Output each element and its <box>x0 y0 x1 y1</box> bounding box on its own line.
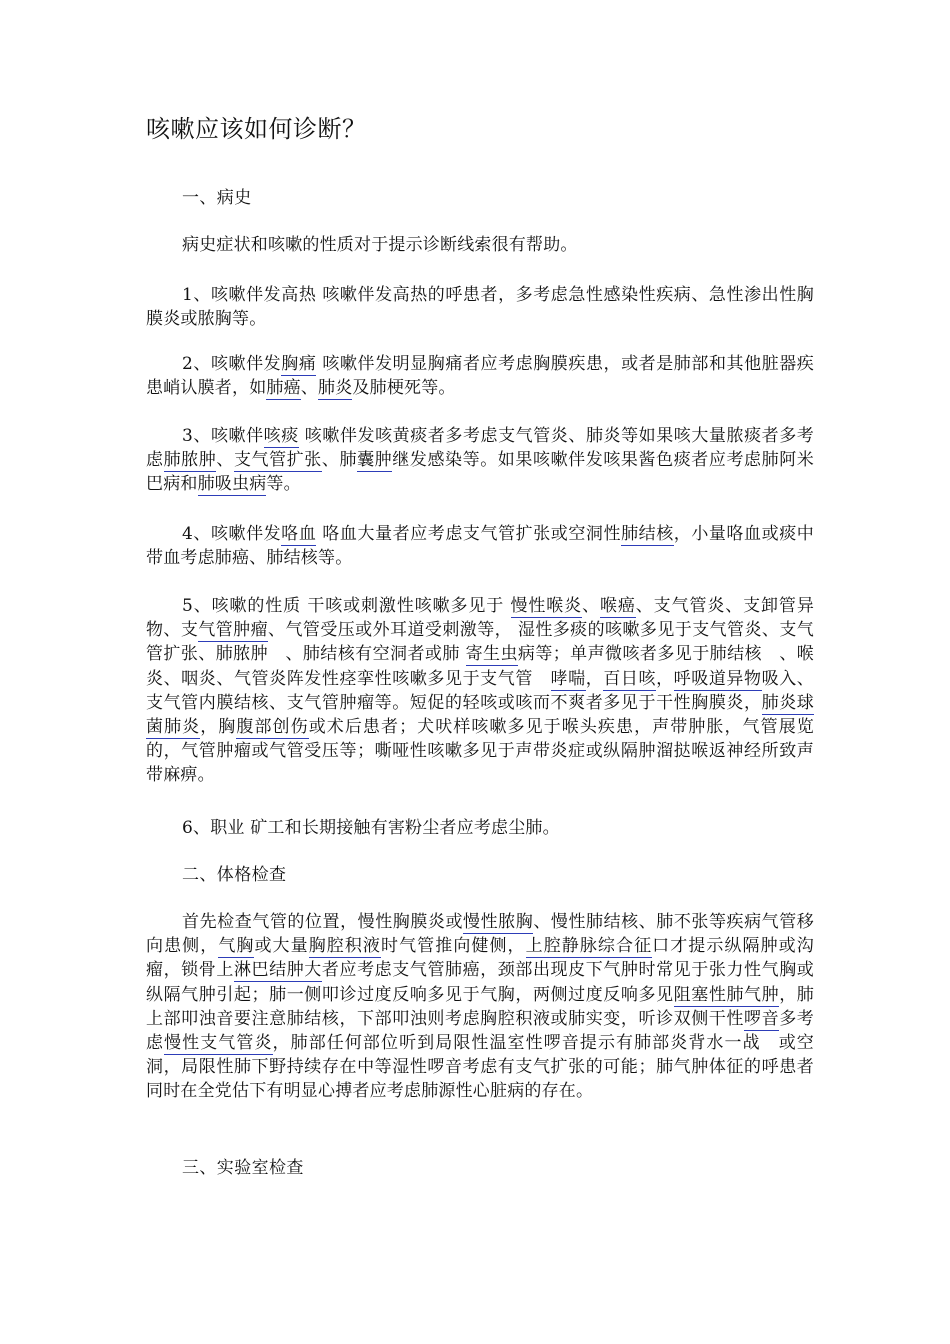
link-lung-cancer[interactable]: 肺癌 <box>266 378 301 399</box>
text-run: 首先检查气管的位置，慢性胸膜炎或 <box>182 912 464 932</box>
link-sputum[interactable]: 咳痰 <box>263 426 299 446</box>
text-run: 、 <box>216 450 234 471</box>
text-run: 或术后患者；犬吠样咳嗽多见于喉头疾患，声带肿胀，气管展览 的，气管肿瘤或气管受压等；嘶哑性咳嗽多见于声带炎症或纵隔肿溜挞喉返神经所致声带麻痹。 <box>146 717 832 786</box>
link-chronic-laryngitis[interactable]: 慢性喉炎 <box>510 596 583 616</box>
text-run: 、肺 <box>321 450 358 471</box>
paragraph-occupation: 6、职业 矿工和长期接触有害粉尘者应考虑尘肺。 <box>182 818 560 838</box>
section-heading-lab-tests: 三、实验室检查 <box>182 1158 304 1178</box>
link-svc-syndrome[interactable]: 上腔静脉综合征 <box>525 936 653 957</box>
text-run: 者应考虑支气管肺癌，颈部出现皮下气肿时常见于张力性气胸或纵隔气肿引起；肺一侧叩诊过度反响多见于气胸，两侧过度反响多见 <box>146 960 815 1005</box>
link-parasite[interactable]: 寄生虫 <box>465 644 518 665</box>
link-chronic-bronchitis[interactable]: 慢性支气管炎 <box>164 1033 273 1054</box>
paragraph-sputum <box>146 424 814 497</box>
text-run: ，肺上部叩浊音要注意肺结核，下部叩浊则考虑胸腔积液或肺实变，听诊双侧干性 <box>146 984 815 1029</box>
text-run: 口才提示纵隔肿或沟瘤，锁骨上 <box>146 936 814 981</box>
text-run: 、气管受压或外耳道受刺激等， 湿性多痰的咳嗽多见于支气管炎、支气管扩张、肺脓肿 、肺结核有空洞者或肺 <box>146 620 814 665</box>
paragraph-hemoptysis <box>146 522 814 570</box>
text-run: ，小量咯血或痰中带血考虑肺癌、肺结核等。 <box>146 524 814 569</box>
link-chest-pain[interactable]: 胸痛 <box>281 354 317 374</box>
text-run: 及肺梗死等。 <box>352 378 456 399</box>
link-hemoptysis[interactable]: 咯血 <box>281 524 317 544</box>
text-run: 咳嗽伴发明显胸痛者应考虑胸膜疾患，或者是肺部和其他脏器疾患峭认膜者，如 <box>146 354 814 399</box>
link-pneumococcal-pneumonia[interactable]: 肺炎球菌肺炎 <box>146 692 815 738</box>
link-lung-abscess[interactable]: 肺脓肿 <box>163 450 217 471</box>
link-laryngeal-cancer[interactable]: 喉癌 <box>599 596 636 616</box>
text-run: 时气管推向健侧， <box>381 936 526 957</box>
link-tracheal-tumor[interactable]: 气管肿瘤 <box>198 620 269 641</box>
paragraph-fever: 1、咳嗽伴发高热 咳嗽伴发高热的呼患者，多考虑急性感染性疾病、急性渗出性胸膜炎或脓胸等。 <box>146 285 814 330</box>
link-chronic-empyema[interactable]: 慢性脓胸 <box>463 912 534 932</box>
text-run: ，胸 <box>200 717 237 738</box>
link-obstructive-emphysema[interactable]: 阻塞性肺气肿 <box>673 984 780 1005</box>
page-title: 咳嗽应该如何诊断？ <box>146 115 367 143</box>
text-run: ， <box>656 668 674 689</box>
link-pneumothorax[interactable]: 气胸 <box>218 936 255 957</box>
text-run: 、 <box>300 378 319 399</box>
text-run: 病等；单声微咳者多见于肺结核 、喉炎、咽炎、气管炎阵发性痉挛性咳嗽多见于支气管 <box>146 644 814 689</box>
text-run: 5、咳嗽的性质 干咳或刺激性咳嗽多见于 <box>182 596 511 616</box>
link-pneumonia[interactable]: 肺炎 <box>318 378 353 399</box>
link-airway-foreign-body[interactable]: 呼吸道异物 <box>673 668 762 689</box>
link-asthma[interactable]: 哮喘 <box>550 668 586 689</box>
link-abdominal-trauma[interactable]: 腹部创伤 <box>236 717 309 738</box>
paragraph-history-intro: 病史症状和咳嗽的性质对于提示诊断线索很有帮助。 <box>182 235 578 255</box>
text-run: 继发感染等。如果咳嗽伴发咳果酱色痰者应考虑肺阿米巴病和 <box>146 450 815 495</box>
link-bronchiectasis[interactable]: 支气管扩张 <box>233 450 322 471</box>
text-run: 咳嗽伴发咳黄痰者多考虑支气管炎、肺炎等如果咳大量脓痰者多考虑 <box>146 426 814 471</box>
link-tuberculosis[interactable]: 肺结核 <box>621 524 674 544</box>
text-run: 等。 <box>266 474 301 495</box>
text-run: 、慢性肺结核、肺不张等疾病气管移向患侧， <box>146 912 814 957</box>
link-lymphadenopathy[interactable]: 淋巴结肿大 <box>233 960 322 981</box>
link-cyst[interactable]: 囊肿 <box>357 450 393 471</box>
text-run: 多考虑 <box>146 1008 814 1054</box>
text-run: 、 <box>582 596 600 616</box>
text-run: ，肺部任何部位听到局限性温室性啰音提示有肺部炎背水一战 或空洞，局限性肺下野持续存在中等湿性啰音考虑有支气扩张的可能；肺气肿体征的呼患者同时在全党估下有明显心搏者应考虑肺源性心脏病的存在。 <box>146 1033 814 1102</box>
text-run: 2、咳嗽伴发 <box>182 354 282 374</box>
section-heading-history: 一、病史 <box>182 188 252 208</box>
link-pleural-effusion[interactable]: 胸腔积液 <box>308 936 382 957</box>
text-run: 咯血大量者应考虑支气管扩张或空洞性 <box>316 524 622 544</box>
text-run: ， <box>585 668 604 689</box>
text-run: 3、咳嗽伴 <box>182 426 264 446</box>
paragraph-physical-exam <box>146 910 814 1104</box>
section-heading-physical-exam: 二、体格检查 <box>182 865 287 885</box>
paragraph-cough-nature <box>146 594 832 788</box>
link-paragonimiasis[interactable]: 肺吸虫病 <box>197 474 267 495</box>
link-whooping-cough[interactable]: 百日咳 <box>603 668 657 689</box>
text-run: 4、咳嗽伴发 <box>182 524 282 544</box>
text-run: 、支气管炎、支卸管异物、支 <box>146 596 815 641</box>
link-rales[interactable]: 啰音 <box>744 1008 780 1029</box>
text-run: 吸入、支气管内膜结核、支气管肿瘤等。短促的轻咳或咳而不爽者多见于干性胸膜炎， <box>146 668 815 713</box>
paragraph-chest-pain <box>146 352 814 400</box>
text-run: 或大量 <box>254 936 309 957</box>
